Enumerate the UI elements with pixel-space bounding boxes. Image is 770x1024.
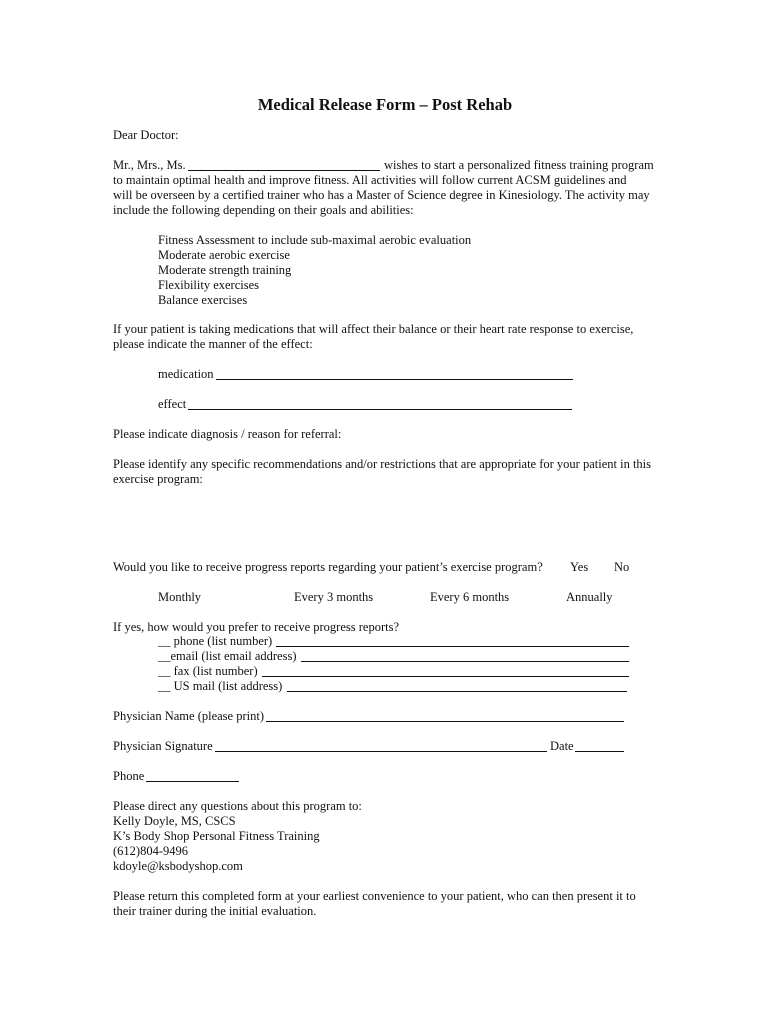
method-email-field[interactable] [301,661,629,662]
activity-item: Moderate aerobic exercise [158,248,290,262]
method-fax-label: __ fax (list number) [158,664,258,678]
method-mail-field[interactable] [287,691,627,692]
intro-line4: include the following depending on their goals and abilities: [113,203,414,217]
contact-name: Kelly Doyle, MS, CSCS [113,814,236,828]
greeting: Dear Doctor: [113,128,179,142]
frequency-option-monthly[interactable]: Monthly [158,590,202,604]
method-email-label: __email (list email address) [158,649,297,663]
intro-line1-tail: wishes to start a personalized fitness training program [384,158,654,172]
physician-signature-field[interactable] [215,751,547,752]
contact-business: K’s Body Shop Personal Fitness Training [113,829,320,843]
medication-field[interactable] [216,379,573,380]
closing-line2: their trainer during the initial evaluation. [113,904,317,918]
method-phone-field[interactable] [276,646,629,647]
date-field[interactable] [575,751,624,752]
method-mail-label: __ US mail (list address) [158,679,283,693]
medication-label: medication [158,367,214,381]
phone-label: Phone [113,769,145,783]
recommendations-line1: Please identify any specific recommendations and/or restrictions that are appropriate for your patient in this [113,457,652,471]
activity-item: Fitness Assessment to include sub-maximal aerobic evaluation [158,233,472,247]
page-title: Medical Release Form – Post Rehab [257,95,513,114]
method-phone-label: __ phone (list number) [158,634,273,648]
activity-item: Flexibility exercises [158,278,260,292]
contact-prompt: Please direct any questions about this program to: [113,799,362,813]
effect-label: effect [158,397,187,411]
contact-phone: (612)804-9496 [113,844,188,858]
contact-email: kdoyle@ksbodyshop.com [113,859,243,873]
closing-line1: Please return this completed form at your earliest convenience to your patient, who can then present it to [113,889,636,903]
progress-no-option[interactable]: No [614,560,630,574]
intro-line3: will be overseen by a certified trainer who has a Master of Science degree in Kinesiology. The activity may [113,188,650,202]
physician-signature-label: Physician Signature [113,739,213,753]
phone-field[interactable] [146,781,239,782]
medications-line1: If your patient is taking medications that will affect their balance or their heart rate response to exercise, [113,322,634,336]
physician-name-field[interactable] [266,721,624,722]
activity-item: Balance exercises [158,293,248,307]
frequency-option-annually[interactable]: Annually [566,590,613,604]
intro-lead: Mr., Mrs., Ms. [113,158,186,172]
diagnosis-prompt: Please indicate diagnosis / reason for referral: [113,427,342,441]
effect-field[interactable] [188,409,572,410]
method-fax-field[interactable] [262,676,629,677]
activity-item: Moderate strength training [158,263,292,277]
intro-line2: to maintain optimal health and improve fitness. All activities will follow current ACSM guidelines and [113,173,627,187]
method-prompt: If yes, how would you prefer to receive progress reports? [113,620,400,634]
frequency-option-3-months[interactable]: Every 3 months [294,590,374,604]
medications-line2: please indicate the manner of the effect: [113,337,313,351]
frequency-option-6-months[interactable]: Every 6 months [430,590,510,604]
date-label: Date [550,739,574,753]
progress-yes-option[interactable]: Yes [570,560,589,574]
recommendations-line2: exercise program: [113,472,203,486]
patient-name-field[interactable] [188,170,380,171]
progress-question: Would you like to receive progress reports regarding your patient’s exercise program? [113,560,543,574]
physician-name-label: Physician Name (please print) [113,709,264,723]
